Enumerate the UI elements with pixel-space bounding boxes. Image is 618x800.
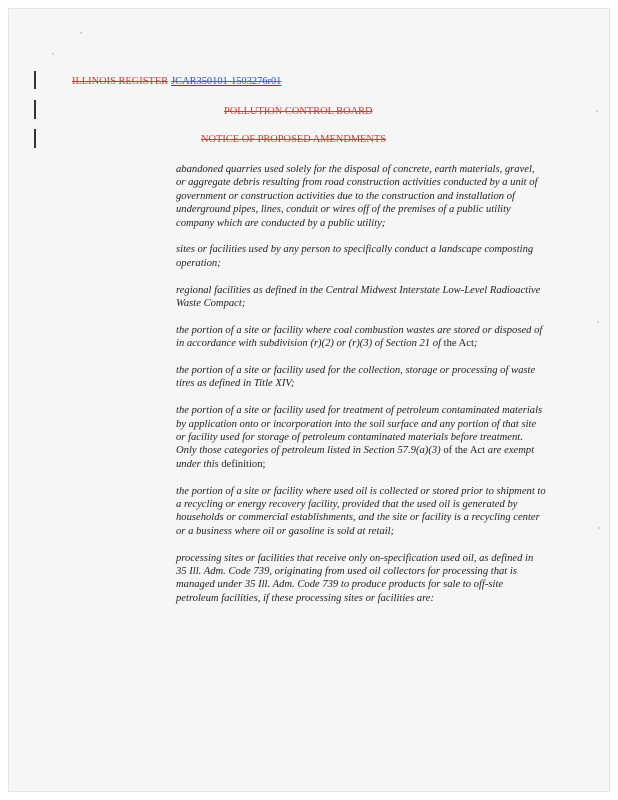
notice-title: NOTICE OF PROPOSED AMENDMENTS <box>201 134 387 145</box>
body-paragraph <box>176 364 546 391</box>
scan-speck <box>80 32 82 34</box>
body-paragraph <box>176 243 546 270</box>
paragraph-text-run: abandoned quarries used solely for the disposal of concrete, earth materials, gravel, or aggregate debris resulting from road construction activities conducted by a unit of government or construction activities due to the construction and installation of underground pipes, lines, conduit or wires off of the premises of a public utility company which are conducted by a public utility; <box>176 164 538 229</box>
scan-speck <box>597 321 599 323</box>
body-paragraph <box>176 284 546 311</box>
change-bar <box>34 100 36 119</box>
scan-speck <box>598 527 600 529</box>
paragraph-text-run: the portion of a site or facility where used oil is collected or stored prior to shipment to a recycling or energy recovery facility, provided that the used oil is generated by households or commercial establishments, and the site or facility is a recycling center or a business where oil or gasoline is sold at retail; <box>176 485 546 537</box>
paragraph-text-run: processing sites or facilities that receive only on-specification used oil, as defined in 35 Ill. Adm. Code 739, originating from used oil collectors for processing that is managed under 35 Ill. Adm. Code 739 to produce products for sale to off-site petroleum facilities, if these processing sites or facilities are: <box>176 552 534 604</box>
scan-speck <box>52 53 54 55</box>
paragraph-text-run: the portion of a site or facility used for treatment of petroleum contaminated materials by application onto or incorporation into the soil surface and any portion of that site or facility used for storage of petroleum contaminated materials before treatment. Only those categories of petroleum listed in Section 57.9(a)(3) <box>176 405 543 457</box>
body-paragraph <box>176 552 546 606</box>
paragraph-text-run: definition; <box>221 458 266 470</box>
change-bar <box>34 129 36 148</box>
body-paragraph <box>176 163 546 230</box>
document-body <box>176 163 546 605</box>
paragraph-text-run: the portion of a site or facility where coal combustion wastes are stored or disposed of in accordance with subdivision (r)(2) or (r)(3) of Section 21 of <box>176 324 543 350</box>
paragraph-text-run: the Act <box>443 338 474 350</box>
change-bar <box>34 71 36 89</box>
paragraph-text-run: ; <box>473 338 478 350</box>
body-paragraph <box>176 404 546 471</box>
body-paragraph <box>176 324 546 351</box>
paragraph-text-run: of the Act <box>443 445 486 457</box>
scan-speck <box>596 110 598 112</box>
jcar-reference-link[interactable]: JCAR350101-1503276r01 <box>171 76 282 87</box>
body-paragraph <box>176 485 546 539</box>
paragraph-text-run: are exempt under this <box>176 445 535 470</box>
register-title: ILLINOIS REGISTER <box>72 76 169 87</box>
board-name: POLLUTION CONTROL BOARD <box>224 106 373 117</box>
register-header <box>72 76 281 87</box>
paragraph-text-run: regional facilities as defined in the Central Midwest Interstate Low-Level Radioactive Waste Compact; <box>176 284 541 310</box>
paragraph-text-run: sites or facilities used by any person to specifically conduct a landscape composting operation; <box>176 244 534 269</box>
paragraph-text-run: the portion of a site or facility used for the collection, storage or processing of waste tires as defined in Title XIV; <box>176 365 536 390</box>
